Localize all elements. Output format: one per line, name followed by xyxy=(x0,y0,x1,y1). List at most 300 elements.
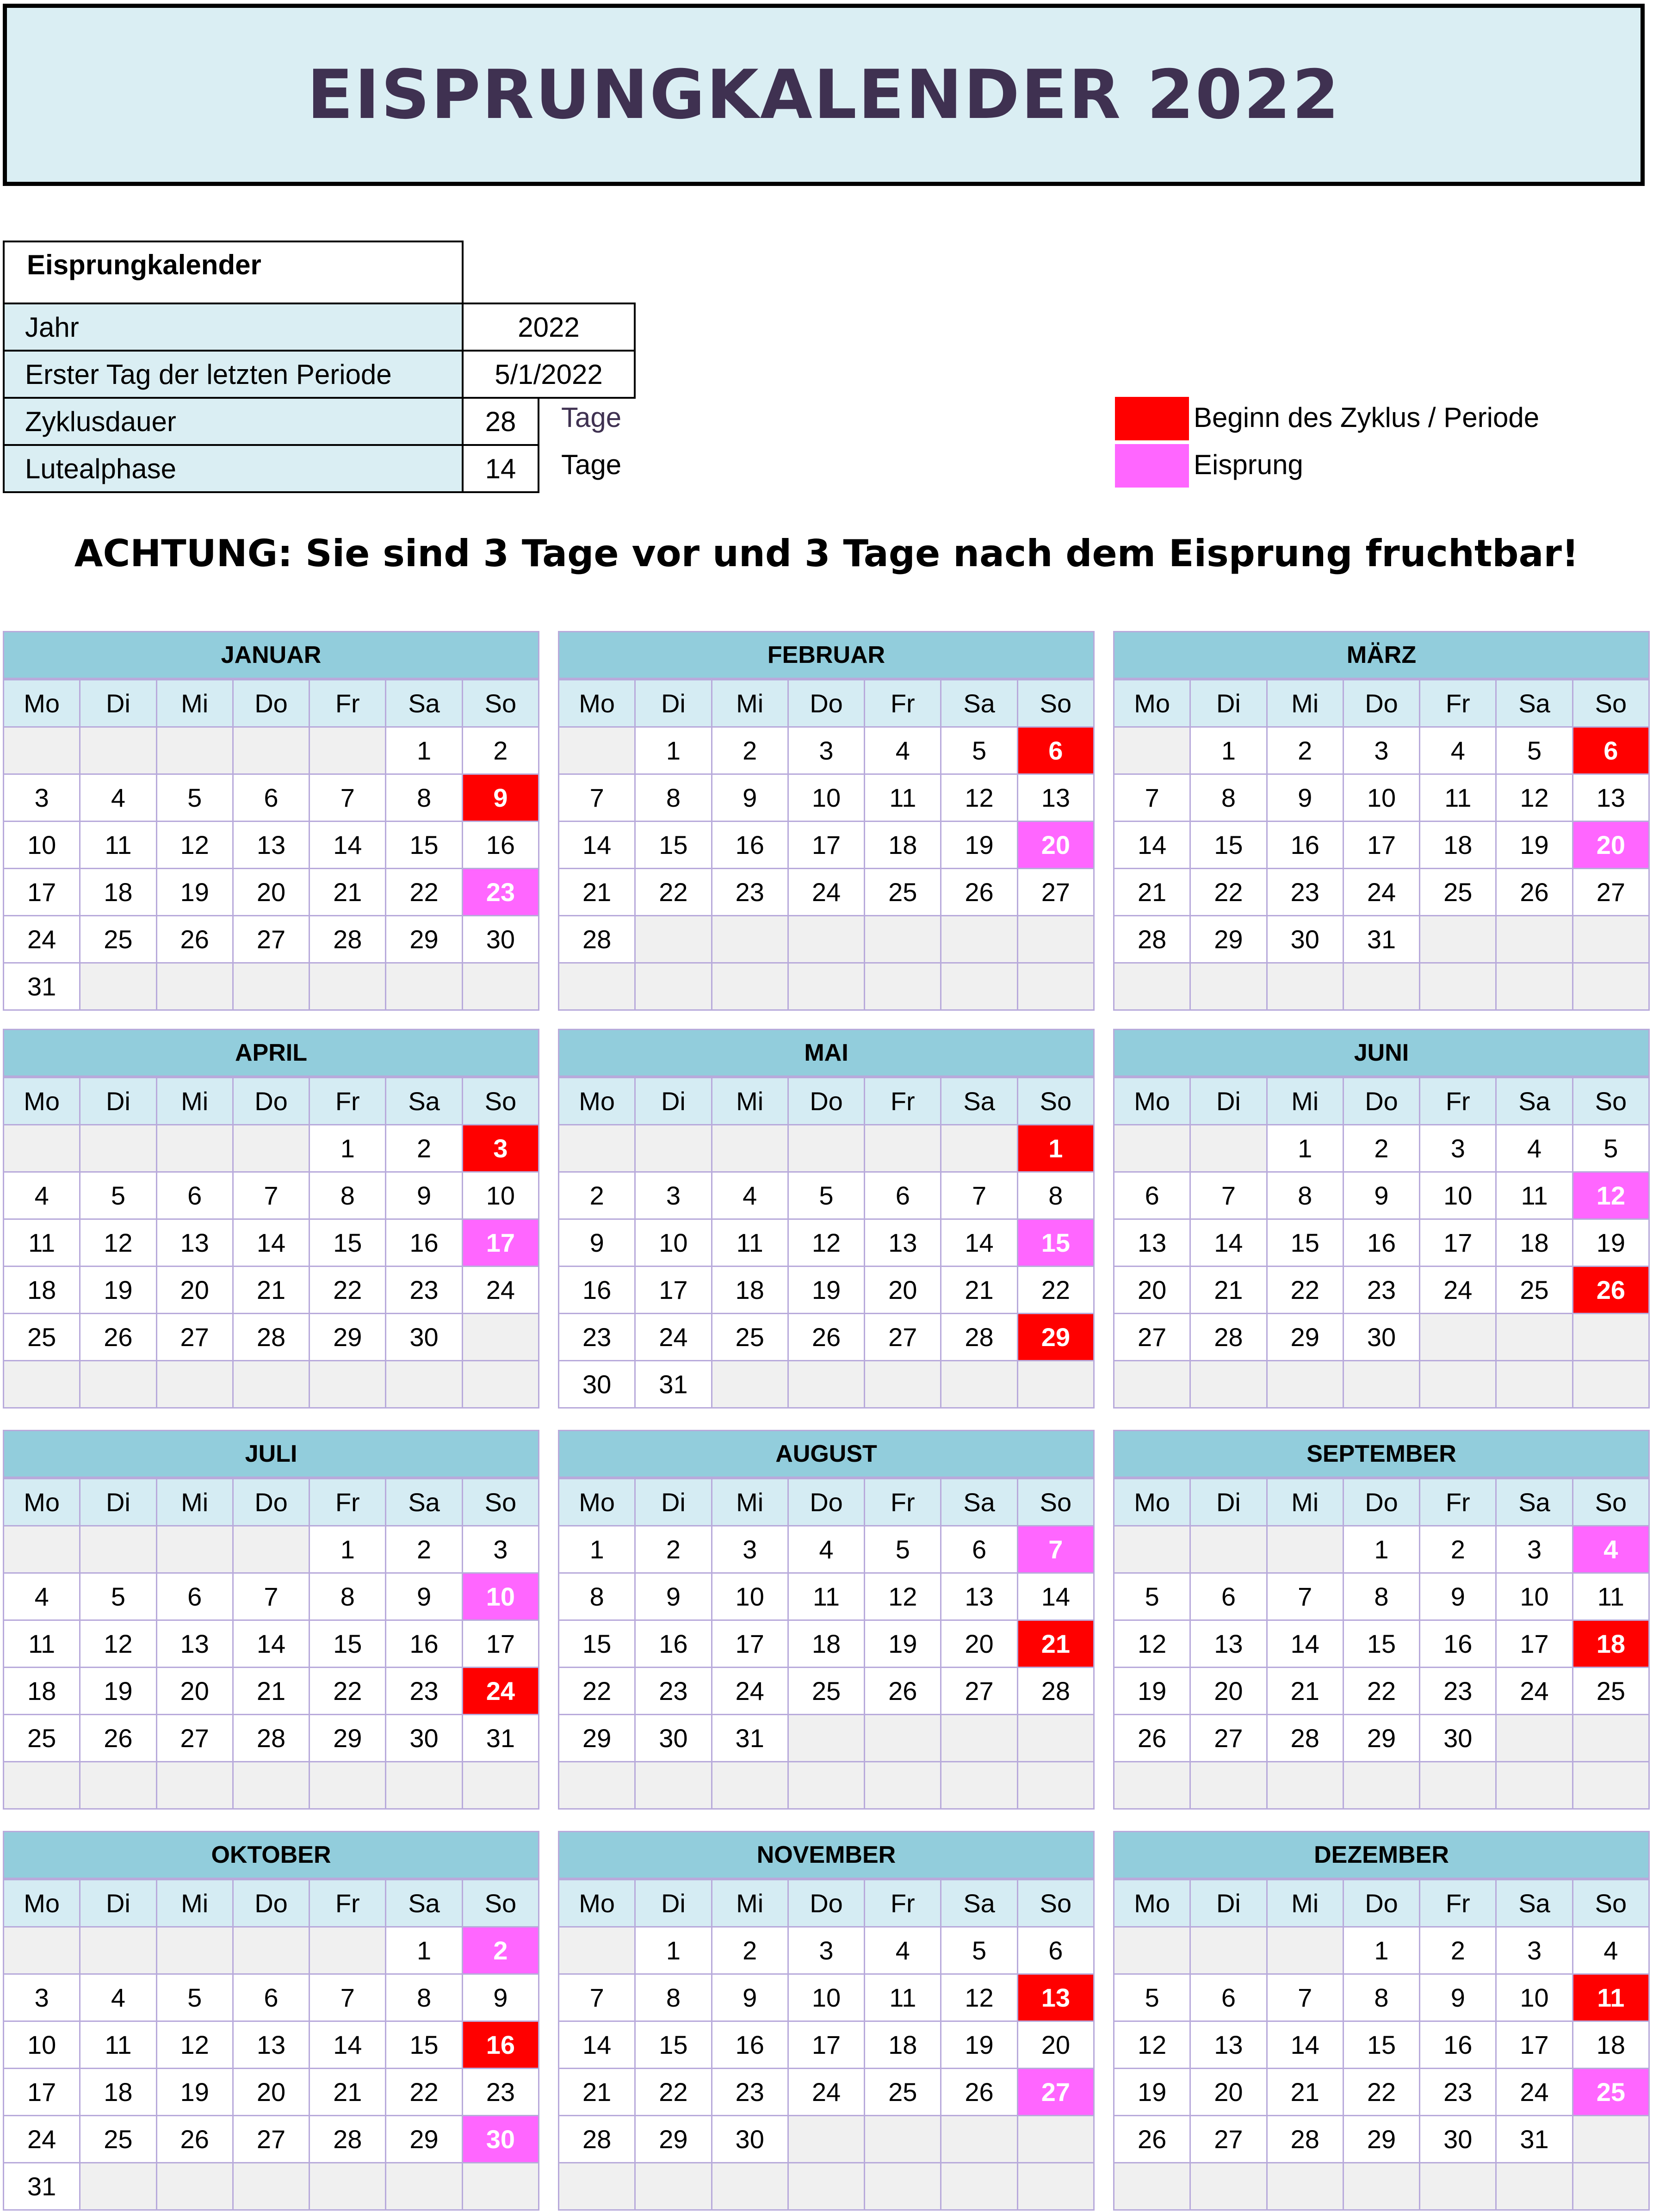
day-cell: 14 xyxy=(234,1621,310,1668)
day-cell: 10 xyxy=(789,775,865,822)
day-cell: 24 xyxy=(789,869,865,916)
day-cell: 29 xyxy=(1268,1314,1344,1361)
weekday-header: So xyxy=(1573,680,1650,728)
month-grid xyxy=(3,679,539,1011)
weekday-header: Mo xyxy=(1114,1078,1191,1125)
day-cell: 28 xyxy=(234,1314,310,1361)
weekday-header: Sa xyxy=(941,1880,1018,1928)
day-cell: 21 xyxy=(310,869,386,916)
day-cell: 1 xyxy=(1344,1928,1420,1975)
day-cell: 8 xyxy=(636,1975,712,2022)
day-cell: 1 xyxy=(636,1928,712,1975)
day-cell: 23 xyxy=(636,1668,712,1715)
empty-cell xyxy=(386,1762,463,1810)
day-cell: 31 xyxy=(463,1715,539,1762)
year-value[interactable]: 2022 xyxy=(462,303,636,352)
weekday-header: Mo xyxy=(559,1479,636,1526)
empty-cell xyxy=(386,964,463,1011)
empty-cell xyxy=(1497,2163,1573,2211)
empty-cell xyxy=(559,1928,636,1975)
weekday-header: Di xyxy=(636,680,712,728)
empty-cell xyxy=(1114,1762,1191,1810)
day-cell: 26 xyxy=(941,869,1018,916)
day-cell: 29 xyxy=(1344,2116,1420,2163)
empty-cell xyxy=(789,1762,865,1810)
day-cell: 6 xyxy=(157,1173,234,1220)
day-cell: 25 xyxy=(865,869,941,916)
empty-cell xyxy=(636,2163,712,2211)
month-10 xyxy=(3,1831,539,2211)
luteal-phase-unit: Tage xyxy=(561,449,622,480)
empty-cell xyxy=(1114,1361,1191,1409)
empty-cell xyxy=(789,916,865,964)
day-cell: 4 xyxy=(865,728,941,775)
ovulation-day: 20 xyxy=(1018,822,1095,869)
month-grid xyxy=(558,679,1095,1011)
day-cell: 5 xyxy=(789,1173,865,1220)
weekday-header: Fr xyxy=(1420,680,1497,728)
empty-cell xyxy=(1268,1928,1344,1975)
day-cell: 9 xyxy=(712,1975,789,2022)
empty-cell xyxy=(1497,1361,1573,1409)
day-cell: 14 xyxy=(1268,2022,1344,2069)
day-cell: 22 xyxy=(386,869,463,916)
day-cell: 21 xyxy=(559,2069,636,2116)
month-name: DEZEMBER xyxy=(1113,1831,1650,1879)
day-cell: 27 xyxy=(865,1314,941,1361)
empty-cell xyxy=(941,1125,1018,1173)
day-cell: 6 xyxy=(157,1574,234,1621)
day-cell: 17 xyxy=(1497,2022,1573,2069)
empty-cell xyxy=(712,916,789,964)
legend-period-swatch xyxy=(1115,397,1189,440)
empty-cell xyxy=(310,2163,386,2211)
day-cell: 28 xyxy=(234,1715,310,1762)
day-cell: 23 xyxy=(386,1267,463,1314)
weekday-header: Di xyxy=(636,1479,712,1526)
day-cell: 9 xyxy=(1344,1173,1420,1220)
empty-cell xyxy=(1018,1715,1095,1762)
day-cell: 28 xyxy=(559,2116,636,2163)
day-cell: 3 xyxy=(463,1526,539,1574)
day-cell: 28 xyxy=(1018,1668,1095,1715)
weekday-header: Mi xyxy=(157,1078,234,1125)
day-cell: 9 xyxy=(559,1220,636,1267)
day-cell: 27 xyxy=(234,916,310,964)
weekday-header: Mi xyxy=(1268,680,1344,728)
empty-cell xyxy=(1114,964,1191,1011)
day-cell: 27 xyxy=(1573,869,1650,916)
weekday-header: Mi xyxy=(712,1880,789,1928)
day-cell: 7 xyxy=(310,775,386,822)
cycle-length-unit: Tage xyxy=(561,402,622,433)
day-cell: 30 xyxy=(1420,1715,1497,1762)
day-cell: 17 xyxy=(1344,822,1420,869)
day-cell: 23 xyxy=(712,2069,789,2116)
day-cell: 16 xyxy=(386,1621,463,1668)
day-cell: 18 xyxy=(865,822,941,869)
day-cell: 5 xyxy=(865,1526,941,1574)
empty-cell xyxy=(1573,1762,1650,1810)
day-cell: 28 xyxy=(310,916,386,964)
day-cell: 29 xyxy=(559,1715,636,1762)
day-cell: 14 xyxy=(234,1220,310,1267)
day-cell: 24 xyxy=(4,2116,80,2163)
empty-cell xyxy=(865,1715,941,1762)
day-cell: 21 xyxy=(234,1267,310,1314)
period-start-day: 29 xyxy=(1018,1314,1095,1361)
day-cell: 11 xyxy=(1573,1574,1650,1621)
empty-cell xyxy=(4,728,80,775)
weekday-header: Mi xyxy=(712,1078,789,1125)
empty-cell xyxy=(1497,1762,1573,1810)
luteal-phase-label: Lutealphase xyxy=(3,444,464,493)
day-cell: 1 xyxy=(636,728,712,775)
day-cell: 1 xyxy=(1268,1125,1344,1173)
day-cell: 6 xyxy=(1191,1975,1267,2022)
empty-cell xyxy=(941,1361,1018,1409)
day-cell: 15 xyxy=(1191,822,1267,869)
day-cell: 25 xyxy=(4,1314,80,1361)
day-cell: 1 xyxy=(559,1526,636,1574)
day-cell: 31 xyxy=(1344,916,1420,964)
day-cell: 30 xyxy=(386,1715,463,1762)
day-cell: 28 xyxy=(1114,916,1191,964)
day-cell: 14 xyxy=(559,822,636,869)
day-cell: 2 xyxy=(1420,1526,1497,1574)
period-start-day: 3 xyxy=(463,1125,539,1173)
day-cell: 16 xyxy=(636,1621,712,1668)
empty-cell xyxy=(941,964,1018,1011)
day-cell: 13 xyxy=(1191,1621,1267,1668)
empty-cell xyxy=(80,2163,157,2211)
weekday-header: Di xyxy=(80,1078,157,1125)
day-cell: 8 xyxy=(1344,1574,1420,1621)
weekday-header: Sa xyxy=(1497,1880,1573,1928)
day-cell: 22 xyxy=(1018,1267,1095,1314)
day-cell: 30 xyxy=(636,1715,712,1762)
day-cell: 19 xyxy=(1114,1668,1191,1715)
day-cell: 10 xyxy=(463,1173,539,1220)
luteal-phase-value[interactable]: 14 xyxy=(462,444,539,493)
weekday-header: Sa xyxy=(941,1078,1018,1125)
empty-cell xyxy=(234,728,310,775)
day-cell: 21 xyxy=(234,1668,310,1715)
day-cell: 22 xyxy=(310,1267,386,1314)
month-5 xyxy=(558,1029,1095,1409)
day-cell: 21 xyxy=(559,869,636,916)
empty-cell xyxy=(310,964,386,1011)
day-cell: 8 xyxy=(559,1574,636,1621)
day-cell: 23 xyxy=(1420,1668,1497,1715)
day-cell: 10 xyxy=(4,2022,80,2069)
day-cell: 27 xyxy=(157,1314,234,1361)
day-cell: 3 xyxy=(789,1928,865,1975)
empty-cell xyxy=(712,1361,789,1409)
empty-cell xyxy=(4,1762,80,1810)
weekday-header: Di xyxy=(1191,680,1267,728)
day-cell: 10 xyxy=(1497,1574,1573,1621)
day-cell: 8 xyxy=(386,775,463,822)
day-cell: 21 xyxy=(1191,1267,1267,1314)
empty-cell xyxy=(386,2163,463,2211)
day-cell: 21 xyxy=(310,2069,386,2116)
day-cell: 14 xyxy=(941,1220,1018,1267)
day-cell: 4 xyxy=(80,775,157,822)
day-cell: 17 xyxy=(4,869,80,916)
day-cell: 17 xyxy=(789,2022,865,2069)
weekday-header: Do xyxy=(1344,1078,1420,1125)
empty-cell xyxy=(234,1928,310,1975)
empty-cell xyxy=(1573,2163,1650,2211)
day-cell: 20 xyxy=(157,1267,234,1314)
day-cell: 29 xyxy=(386,916,463,964)
weekday-header: Fr xyxy=(310,1880,386,1928)
empty-cell xyxy=(463,2163,539,2211)
day-cell: 12 xyxy=(865,1574,941,1621)
day-cell: 19 xyxy=(941,822,1018,869)
empty-cell xyxy=(157,964,234,1011)
fertility-warning: ACHTUNG: Sie sind 3 Tage vor und 3 Tage nach dem Eisprung fruchtbar! xyxy=(74,532,1579,575)
day-cell: 30 xyxy=(1420,2116,1497,2163)
day-cell: 11 xyxy=(1420,775,1497,822)
month-11 xyxy=(558,1831,1095,2211)
empty-cell xyxy=(559,728,636,775)
day-cell: 22 xyxy=(636,869,712,916)
day-cell: 24 xyxy=(712,1668,789,1715)
day-cell: 25 xyxy=(789,1668,865,1715)
day-cell: 25 xyxy=(712,1314,789,1361)
weekday-header: Fr xyxy=(1420,1479,1497,1526)
day-cell: 19 xyxy=(1497,822,1573,869)
day-cell: 26 xyxy=(1497,869,1573,916)
day-cell: 4 xyxy=(712,1173,789,1220)
empty-cell xyxy=(1018,2163,1095,2211)
day-cell: 13 xyxy=(865,1220,941,1267)
weekday-header: Di xyxy=(80,1880,157,1928)
day-cell: 4 xyxy=(4,1574,80,1621)
day-cell: 5 xyxy=(157,1975,234,2022)
day-cell: 11 xyxy=(80,822,157,869)
empty-cell xyxy=(463,1361,539,1409)
empty-cell xyxy=(865,2163,941,2211)
day-cell: 13 xyxy=(234,822,310,869)
empty-cell xyxy=(4,1361,80,1409)
day-cell: 7 xyxy=(310,1975,386,2022)
weekday-header: Do xyxy=(234,1479,310,1526)
day-cell: 20 xyxy=(1191,1668,1267,1715)
day-cell: 12 xyxy=(80,1220,157,1267)
day-cell: 22 xyxy=(1344,1668,1420,1715)
empty-cell xyxy=(310,728,386,775)
day-cell: 1 xyxy=(310,1526,386,1574)
day-cell: 19 xyxy=(789,1267,865,1314)
empty-cell xyxy=(789,964,865,1011)
day-cell: 14 xyxy=(1114,822,1191,869)
period-start-day: 6 xyxy=(1018,728,1095,775)
day-cell: 12 xyxy=(789,1220,865,1267)
empty-cell xyxy=(157,2163,234,2211)
day-cell: 31 xyxy=(4,2163,80,2211)
legend-ovulation-label: Eisprung xyxy=(1194,449,1303,480)
day-cell: 2 xyxy=(1344,1125,1420,1173)
day-cell: 18 xyxy=(712,1267,789,1314)
empty-cell xyxy=(712,964,789,1011)
day-cell: 17 xyxy=(789,822,865,869)
day-cell: 24 xyxy=(4,916,80,964)
weekday-header: So xyxy=(1573,1078,1650,1125)
weekday-header: Sa xyxy=(386,1078,463,1125)
weekday-header: Mi xyxy=(712,1479,789,1526)
empty-cell xyxy=(1191,1762,1267,1810)
empty-cell xyxy=(559,2163,636,2211)
day-cell: 19 xyxy=(865,1621,941,1668)
weekday-header: So xyxy=(1018,1479,1095,1526)
month-grid xyxy=(1113,1077,1650,1409)
empty-cell xyxy=(80,1526,157,1574)
day-cell: 6 xyxy=(865,1173,941,1220)
empty-cell xyxy=(1191,1928,1267,1975)
day-cell: 18 xyxy=(1497,1220,1573,1267)
day-cell: 12 xyxy=(941,1975,1018,2022)
day-cell: 4 xyxy=(1420,728,1497,775)
day-cell: 28 xyxy=(1268,1715,1344,1762)
day-cell: 17 xyxy=(1420,1220,1497,1267)
day-cell: 13 xyxy=(157,1220,234,1267)
empty-cell xyxy=(1114,728,1191,775)
day-cell: 26 xyxy=(865,1668,941,1715)
day-cell: 19 xyxy=(157,2069,234,2116)
weekday-header: So xyxy=(1573,1880,1650,1928)
day-cell: 20 xyxy=(865,1267,941,1314)
day-cell: 20 xyxy=(234,2069,310,2116)
month-name: MÄRZ xyxy=(1113,631,1650,679)
day-cell: 23 xyxy=(386,1668,463,1715)
month-name: FEBRUAR xyxy=(558,631,1095,679)
empty-cell xyxy=(1573,1314,1650,1361)
day-cell: 29 xyxy=(310,1314,386,1361)
weekday-header: Mo xyxy=(559,1078,636,1125)
weekday-header: Mo xyxy=(4,1880,80,1928)
weekday-header: So xyxy=(463,1479,539,1526)
empty-cell xyxy=(157,728,234,775)
month-grid xyxy=(3,1478,539,1810)
empty-cell xyxy=(941,916,1018,964)
period-start-day: 21 xyxy=(1018,1621,1095,1668)
weekday-header: Di xyxy=(80,680,157,728)
day-cell: 5 xyxy=(941,728,1018,775)
day-cell: 7 xyxy=(1191,1173,1267,1220)
day-cell: 24 xyxy=(1497,2069,1573,2116)
empty-cell xyxy=(789,1361,865,1409)
day-cell: 18 xyxy=(1420,822,1497,869)
weekday-header: Do xyxy=(234,1880,310,1928)
day-cell: 25 xyxy=(1573,1668,1650,1715)
empty-cell xyxy=(865,1762,941,1810)
day-cell: 28 xyxy=(559,916,636,964)
day-cell: 1 xyxy=(1191,728,1267,775)
day-cell: 11 xyxy=(712,1220,789,1267)
weekday-header: So xyxy=(463,1078,539,1125)
day-cell: 31 xyxy=(712,1715,789,1762)
weekday-header: Mo xyxy=(4,680,80,728)
day-cell: 22 xyxy=(1268,1267,1344,1314)
first-day-value[interactable]: 5/1/2022 xyxy=(462,350,636,399)
day-cell: 20 xyxy=(1191,2069,1267,2116)
ovulation-day: 25 xyxy=(1573,2069,1650,2116)
day-cell: 23 xyxy=(1344,1267,1420,1314)
weekday-header: Mi xyxy=(157,680,234,728)
day-cell: 14 xyxy=(310,822,386,869)
day-cell: 5 xyxy=(80,1173,157,1220)
month-6 xyxy=(1113,1029,1650,1409)
empty-cell xyxy=(1573,964,1650,1011)
empty-cell xyxy=(1268,1526,1344,1574)
weekday-header: Fr xyxy=(865,1078,941,1125)
day-cell: 13 xyxy=(941,1574,1018,1621)
weekday-header: Sa xyxy=(941,1479,1018,1526)
day-cell: 8 xyxy=(1191,775,1267,822)
cycle-length-value[interactable]: 28 xyxy=(462,397,539,446)
weekday-header: Fr xyxy=(865,1479,941,1526)
day-cell: 28 xyxy=(310,2116,386,2163)
day-cell: 16 xyxy=(559,1267,636,1314)
empty-cell xyxy=(1344,1361,1420,1409)
day-cell: 5 xyxy=(157,775,234,822)
day-cell: 26 xyxy=(157,2116,234,2163)
day-cell: 15 xyxy=(1344,1621,1420,1668)
day-cell: 15 xyxy=(636,2022,712,2069)
day-cell: 26 xyxy=(1114,1715,1191,1762)
day-cell: 18 xyxy=(865,2022,941,2069)
day-cell: 24 xyxy=(1420,1267,1497,1314)
ovulation-day: 7 xyxy=(1018,1526,1095,1574)
day-cell: 5 xyxy=(80,1574,157,1621)
empty-cell xyxy=(559,1762,636,1810)
day-cell: 3 xyxy=(1344,728,1420,775)
day-cell: 30 xyxy=(1344,1314,1420,1361)
day-cell: 17 xyxy=(712,1621,789,1668)
empty-cell xyxy=(1191,1526,1267,1574)
empty-cell xyxy=(1573,2116,1650,2163)
weekday-header: Di xyxy=(1191,1479,1267,1526)
day-cell: 28 xyxy=(1191,1314,1267,1361)
month-7 xyxy=(3,1430,539,1810)
day-cell: 21 xyxy=(941,1267,1018,1314)
day-cell: 23 xyxy=(559,1314,636,1361)
day-cell: 27 xyxy=(234,2116,310,2163)
day-cell: 16 xyxy=(1420,1621,1497,1668)
month-name: OKTOBER xyxy=(3,1831,539,1879)
legend-period-label: Beginn des Zyklus / Periode xyxy=(1194,402,1540,433)
day-cell: 24 xyxy=(1497,1668,1573,1715)
weekday-header: Sa xyxy=(1497,1479,1573,1526)
day-cell: 12 xyxy=(1497,775,1573,822)
empty-cell xyxy=(1344,2163,1420,2211)
empty-cell xyxy=(1268,1361,1344,1409)
month-grid xyxy=(1113,679,1650,1011)
settings-header: Eisprungkalender xyxy=(3,241,464,303)
empty-cell xyxy=(1420,1314,1497,1361)
day-cell: 13 xyxy=(1114,1220,1191,1267)
empty-cell xyxy=(1191,964,1267,1011)
period-start-day: 16 xyxy=(463,2022,539,2069)
day-cell: 9 xyxy=(712,775,789,822)
empty-cell xyxy=(1420,916,1497,964)
empty-cell xyxy=(1018,1762,1095,1810)
weekday-header: Sa xyxy=(386,1880,463,1928)
ovulation-day: 30 xyxy=(463,2116,539,2163)
